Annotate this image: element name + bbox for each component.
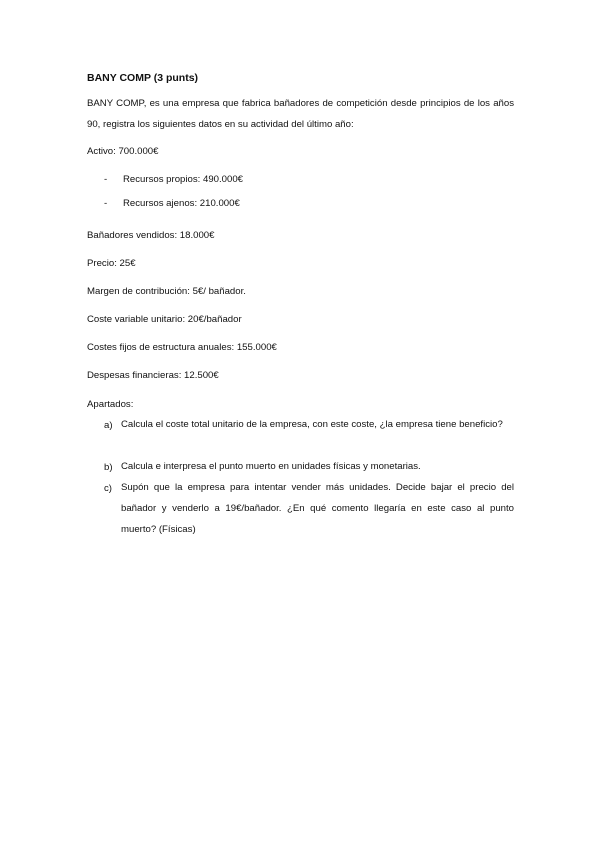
apartado-text: Calcula el coste total unitario de la empresa, con este coste, ¿la empresa tiene beneficio?	[121, 419, 503, 430]
despesas-financieras-line: Despesas financieras: 12.500€	[87, 370, 219, 381]
margen-contribucion-line: Margen de contribución: 5€/ bañador.	[87, 286, 246, 297]
costes-fijos-line: Costes fijos de estructura anuales: 155.000€	[87, 342, 277, 353]
apartado-label: b)	[104, 462, 113, 473]
apartado-text: Supón que la empresa para intentar vender más unidades. Decide bajar el precio del bañador y venderlo a 19€/bañador. ¿En qué comento llegaría en este caso al punto muerto? (Físicas)	[121, 482, 514, 535]
apartados-heading: Apartados:	[87, 399, 134, 410]
recursos-ajenos-item: Recursos ajenos: 210.000€	[123, 198, 240, 209]
recursos-propios-item: Recursos propios: 490.000€	[123, 174, 243, 185]
activo-line: Activo: 700.000€	[87, 146, 159, 157]
intro-paragraph: BANY COMP, es una empresa que fabrica bañadores de competición desde principios de los años 90, registra los siguientes datos en su actividad del último año:	[87, 98, 514, 130]
bullet-dash: -	[104, 174, 108, 185]
apartado-text: Calcula e interpresa el punto muerto en unidades físicas y monetarias.	[121, 461, 421, 472]
banadores-vendidos-line: Bañadores vendidos: 18.000€	[87, 230, 215, 241]
exercise-title: BANY COMP (3 punts)	[87, 72, 199, 84]
precio-line: Precio: 25€	[87, 258, 136, 269]
apartado-label: c)	[104, 483, 112, 494]
apartado-label: a)	[104, 420, 113, 431]
bullet-dash: -	[104, 198, 108, 209]
coste-variable-line: Coste variable unitario: 20€/bañador	[87, 314, 242, 325]
